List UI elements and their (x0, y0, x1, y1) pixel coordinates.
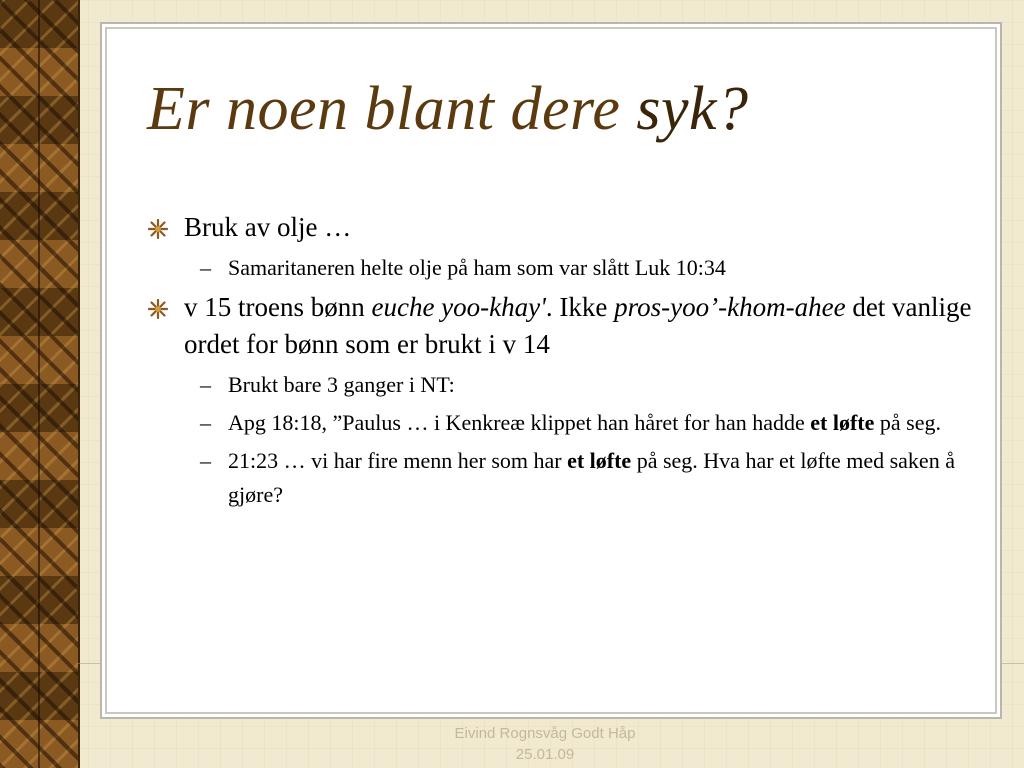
slide-panel (100, 22, 1002, 719)
bold-term: et løfte (810, 410, 875, 435)
dash-marker: – (200, 410, 211, 435)
dash-marker: – (200, 448, 211, 473)
bullet-item-1 (142, 209, 972, 246)
sub-text: Brukt bare 3 ganger i NT: (228, 372, 455, 397)
sub-item-2 (142, 368, 972, 402)
sub-item-4 (142, 444, 972, 512)
sub-text-part: 21:23 … vi har fire menn her som har (228, 448, 568, 473)
greek-term-proseuchomai: pros-yoo’-khom-ahee (614, 292, 846, 322)
star-bullet-icon (148, 299, 168, 319)
dash-marker: – (200, 255, 211, 280)
sub-text-part: på seg. Hva har et løfte med saken å gjøre? (228, 448, 955, 507)
slide-title (147, 74, 749, 145)
bullet-item-2 (142, 289, 972, 363)
greek-term-euche: euche yoo-khay' (371, 292, 546, 322)
bold-term: et løfte (567, 448, 632, 473)
parquet-side-strip (0, 0, 80, 768)
sub-item-1 (142, 251, 972, 285)
title-part-2: syk? (636, 75, 749, 143)
bullet-text: Bruk av olje … (184, 212, 352, 242)
sub-text-part: Apg 18:18, ”Paulus … i Kenkreæ klippet han håret for han hadde (228, 410, 811, 435)
sub-item-3 (142, 406, 972, 440)
bullet-text-part: det vanlige ordet for bønn som er brukt i v 14 (184, 292, 972, 359)
slide-content (142, 209, 972, 516)
footer-date: 25.01.09 (515, 746, 575, 763)
dash-marker: – (200, 372, 211, 397)
slide-footer (380, 723, 710, 765)
star-bullet-icon (148, 219, 168, 239)
bullet-text-part: v 15 troens bønn (184, 292, 372, 322)
sub-text: Samaritaneren helte olje på ham som var slått Luk 10:34 (228, 255, 726, 280)
footer-author: Eivind Rognsvåg Godt Håp (454, 725, 636, 742)
sub-text-part: på seg. (874, 410, 941, 435)
bullet-text-part: . Ikke (545, 292, 615, 322)
title-part-1: Er noen blant dere (147, 75, 637, 143)
